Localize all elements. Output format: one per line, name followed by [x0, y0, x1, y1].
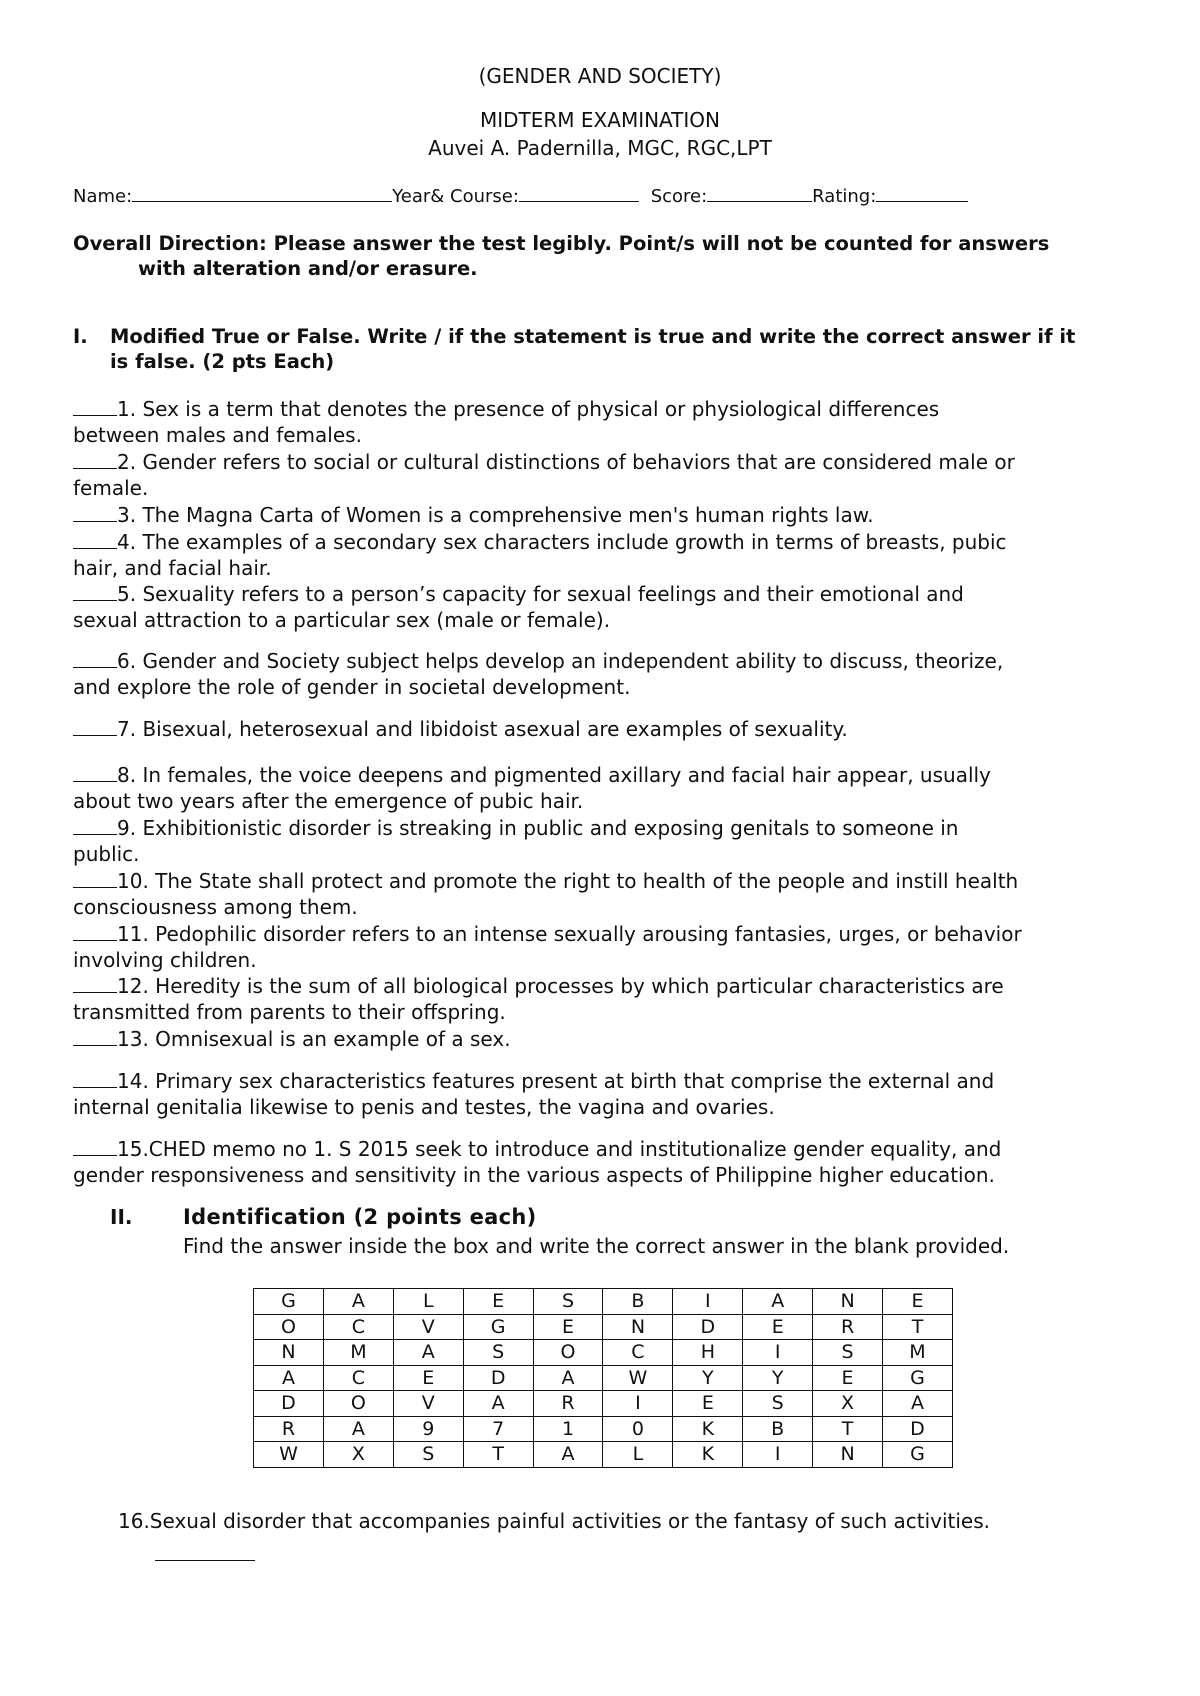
tf-item-text: 13. Omnisexual is an example of a sex. — [117, 1027, 511, 1051]
tf-item-line-2: hair, and facial hair. — [73, 556, 272, 580]
grid-cell: E — [533, 1314, 603, 1340]
answer-blank[interactable] — [73, 450, 117, 469]
tf-item-line-2: about two years after the emergence of pubic hair. — [73, 789, 584, 813]
grid-cell: 0 — [603, 1416, 673, 1442]
section1-number: I. — [73, 325, 88, 348]
tf-item-line-1 — [73, 396, 939, 422]
year-course-label: Year& Course: — [392, 186, 519, 207]
grid-cell: A — [533, 1442, 603, 1468]
question-16: 16.Sexual disorder that accompanies painful activities or the fantasy of such activities. — [118, 1509, 991, 1533]
grid-cell: N — [254, 1340, 324, 1366]
answer-blank[interactable] — [73, 974, 117, 993]
grid-cell: C — [603, 1340, 673, 1366]
answer-blank[interactable] — [73, 763, 117, 782]
grid-cell: S — [743, 1391, 813, 1417]
tf-item — [73, 581, 964, 633]
tf-item-text: 4. The examples of a secondary sex characters include growth in terms of breasts, pubic — [117, 530, 1007, 554]
instructor-name: Auvei A. Padernilla, MGC, RGC,LPT — [428, 136, 772, 160]
grid-cell: H — [673, 1340, 743, 1366]
answer-blank[interactable] — [73, 717, 117, 736]
answer-blank[interactable] — [73, 1137, 117, 1156]
grid-cell: X — [323, 1442, 393, 1468]
tf-item-text: 12. Heredity is the sum of all biological processes by which particular characteristics are — [117, 974, 1004, 998]
grid-cell: W — [603, 1365, 673, 1391]
grid-cell: G — [882, 1365, 952, 1391]
tf-item-line-2: gender responsiveness and sensitivity in the various aspects of Philippine higher education. — [73, 1163, 995, 1187]
grid-cell: E — [393, 1365, 463, 1391]
answer-blank[interactable] — [73, 1069, 117, 1088]
grid-cell: 1 — [533, 1416, 603, 1442]
grid-cell: B — [603, 1289, 673, 1315]
tf-item-line-1 — [73, 1026, 511, 1052]
tf-item — [73, 502, 874, 528]
tf-item — [73, 921, 1022, 973]
tf-item-line-2: public. — [73, 842, 140, 866]
tf-item — [73, 1136, 1001, 1188]
grid-cell: R — [254, 1416, 324, 1442]
grid-row — [254, 1365, 953, 1391]
grid-cell: S — [393, 1442, 463, 1468]
grid-cell: C — [323, 1365, 393, 1391]
grid-cell: V — [393, 1391, 463, 1417]
grid-cell: O — [323, 1391, 393, 1417]
grid-cell: X — [813, 1391, 883, 1417]
tf-item-line-2: sexual attraction to a particular sex (male or female). — [73, 608, 611, 632]
tf-item-line-1 — [73, 716, 848, 742]
tf-item-line-1 — [73, 581, 964, 607]
grid-cell: 7 — [463, 1416, 533, 1442]
rating-label: Rating: — [812, 186, 877, 207]
grid-cell: O — [533, 1340, 603, 1366]
grid-cell: D — [882, 1416, 952, 1442]
answer-blank[interactable] — [73, 649, 117, 668]
direction-line-2: with alteration and/or erasure. — [138, 257, 478, 280]
grid-cell: V — [393, 1314, 463, 1340]
grid-row — [254, 1314, 953, 1340]
student-info-row — [73, 186, 968, 207]
grid-cell: M — [882, 1340, 952, 1366]
grid-cell: S — [533, 1289, 603, 1315]
grid-row — [254, 1416, 953, 1442]
grid-row — [254, 1442, 953, 1468]
tf-item-line-2: involving children. — [73, 948, 257, 972]
tf-item-text: 8. In females, the voice deepens and pigmented axillary and facial hair appear, usually — [117, 763, 991, 787]
grid-cell: N — [813, 1289, 883, 1315]
tf-item — [73, 648, 1003, 700]
tf-item-text: 5. Sexuality refers to a person’s capacity for sexual feelings and their emotional and — [117, 582, 964, 606]
tf-item — [73, 449, 1015, 501]
tf-item — [73, 716, 848, 742]
grid-cell: E — [743, 1314, 813, 1340]
grid-cell: E — [673, 1391, 743, 1417]
grid-row — [254, 1289, 953, 1315]
grid-cell: I — [673, 1289, 743, 1315]
grid-cell: S — [813, 1340, 883, 1366]
grid-cell: A — [882, 1391, 952, 1417]
answer-blank[interactable] — [73, 1027, 117, 1046]
word-search-grid — [253, 1288, 953, 1468]
name-label: Name: — [73, 186, 133, 207]
grid-cell: M — [323, 1340, 393, 1366]
direction-line-1: Overall Direction: Please answer the test legibly. Point/s will not be counted for answers — [73, 232, 1050, 255]
answer-blank[interactable] — [73, 869, 117, 888]
grid-cell: T — [463, 1442, 533, 1468]
grid-cell: G — [463, 1314, 533, 1340]
grid-cell: E — [882, 1289, 952, 1315]
grid-cell: I — [743, 1340, 813, 1366]
tf-item-text: 11. Pedophilic disorder refers to an intense sexually arousing fantasies, urges, or behavior — [117, 922, 1022, 946]
tf-item-line-1 — [73, 449, 1015, 475]
tf-item-text: 7. Bisexual, heterosexual and libidoist asexual are examples of sexuality. — [117, 717, 848, 741]
tf-item-line-1 — [73, 1068, 994, 1094]
grid-cell: A — [463, 1391, 533, 1417]
tf-item-line-1 — [73, 529, 1007, 555]
tf-item-line-1 — [73, 648, 1003, 674]
grid-cell: G — [882, 1442, 952, 1468]
answer-blank[interactable] — [73, 530, 117, 549]
grid-cell: E — [813, 1365, 883, 1391]
grid-cell: S — [463, 1340, 533, 1366]
name-blank[interactable] — [132, 201, 392, 202]
grid-cell: A — [533, 1365, 603, 1391]
tf-item — [73, 529, 1007, 581]
grid-cell: R — [533, 1391, 603, 1417]
tf-item-text: 15.CHED memo no 1. S 2015 seek to introduce and institutionalize gender equality, and — [117, 1137, 1002, 1161]
grid-cell: Y — [743, 1365, 813, 1391]
answer-blank[interactable] — [73, 922, 117, 941]
tf-item-line-1 — [73, 868, 1018, 894]
tf-item-line-1 — [73, 502, 874, 528]
grid-cell: A — [254, 1365, 324, 1391]
rating-blank[interactable] — [876, 201, 968, 202]
tf-item-line-2: female. — [73, 476, 149, 500]
tf-item-text: 9. Exhibitionistic disorder is streaking in public and exposing genitals to someone in — [117, 816, 959, 840]
tf-item-line-1 — [73, 973, 1004, 999]
grid-cell: K — [673, 1442, 743, 1468]
answer-blank[interactable] — [73, 397, 117, 416]
grid-cell: A — [323, 1416, 393, 1442]
tf-item-line-1 — [73, 1136, 1001, 1162]
tf-item-line-1 — [73, 762, 991, 788]
grid-cell: I — [603, 1391, 673, 1417]
grid-cell: D — [463, 1365, 533, 1391]
tf-item — [73, 973, 1004, 1025]
section2-instruction: Find the answer inside the box and write the correct answer in the blank provided. — [183, 1234, 1010, 1258]
grid-cell: O — [254, 1314, 324, 1340]
grid-cell: L — [393, 1289, 463, 1315]
exam-title: MIDTERM EXAMINATION — [480, 108, 720, 132]
answer-blank[interactable] — [73, 582, 117, 601]
grid-cell: W — [254, 1442, 324, 1468]
grid-cell: G — [254, 1289, 324, 1315]
tf-item-line-1 — [73, 815, 958, 841]
grid-cell: T — [813, 1416, 883, 1442]
grid-cell: N — [603, 1314, 673, 1340]
grid-cell: Y — [673, 1365, 743, 1391]
tf-item-line-1 — [73, 921, 1022, 947]
tf-item-text: 10. The State shall protect and promote the right to health of the people and instill health — [117, 869, 1019, 893]
tf-item — [73, 815, 958, 867]
tf-item — [73, 762, 991, 814]
score-label: Score: — [650, 186, 708, 207]
answer-blank-16[interactable] — [155, 1560, 255, 1561]
tf-item-line-2: internal genitalia likewise to penis and testes, the vagina and ovaries. — [73, 1095, 775, 1119]
grid-cell: D — [673, 1314, 743, 1340]
grid-cell: D — [254, 1391, 324, 1417]
tf-item-line-2: and explore the role of gender in societal development. — [73, 675, 631, 699]
tf-item — [73, 1026, 511, 1052]
tf-item — [73, 868, 1018, 920]
tf-item-text: 14. Primary sex characteristics features present at birth that comprise the external and — [117, 1069, 995, 1093]
grid-cell: A — [323, 1289, 393, 1315]
grid-cell: A — [743, 1289, 813, 1315]
grid-cell: L — [603, 1442, 673, 1468]
section2-number: II. — [110, 1205, 133, 1229]
grid-row — [254, 1340, 953, 1366]
grid-cell: B — [743, 1416, 813, 1442]
tf-item — [73, 1068, 994, 1120]
tf-item-text: 6. Gender and Society subject helps develop an independent ability to discuss, theorize, — [117, 649, 1004, 673]
grid-cell: E — [463, 1289, 533, 1315]
answer-blank[interactable] — [73, 503, 117, 522]
score-blank[interactable] — [707, 201, 812, 202]
grid-cell: I — [743, 1442, 813, 1468]
year-course-blank[interactable] — [519, 201, 639, 202]
tf-item-line-2: consciousness among them. — [73, 895, 358, 919]
grid-cell: T — [882, 1314, 952, 1340]
grid-cell: R — [813, 1314, 883, 1340]
answer-blank[interactable] — [73, 816, 117, 835]
section1-title-line-1: Modified True or False. Write / if the statement is true and write the correct answer if it — [110, 325, 1076, 348]
grid-row — [254, 1391, 953, 1417]
section1-title-line-2: is false. (2 pts Each) — [110, 350, 335, 373]
grid-cell: C — [323, 1314, 393, 1340]
tf-item-line-2: between males and females. — [73, 423, 362, 447]
grid-cell: K — [673, 1416, 743, 1442]
grid-cell: N — [813, 1442, 883, 1468]
tf-item — [73, 396, 939, 448]
tf-item-text: 2. Gender refers to social or cultural distinctions of behaviors that are considered male or — [117, 450, 1015, 474]
tf-item-line-2: transmitted from parents to their offspring. — [73, 1000, 506, 1024]
grid-cell: 9 — [393, 1416, 463, 1442]
course-title: (GENDER AND SOCIETY) — [478, 64, 722, 88]
tf-item-text: 3. The Magna Carta of Women is a comprehensive men's human rights law. — [117, 503, 874, 527]
tf-item-text: 1. Sex is a term that denotes the presence of physical or physiological differences — [117, 397, 940, 421]
grid-cell: A — [393, 1340, 463, 1366]
section2-title: Identification (2 points each) — [183, 1205, 537, 1229]
